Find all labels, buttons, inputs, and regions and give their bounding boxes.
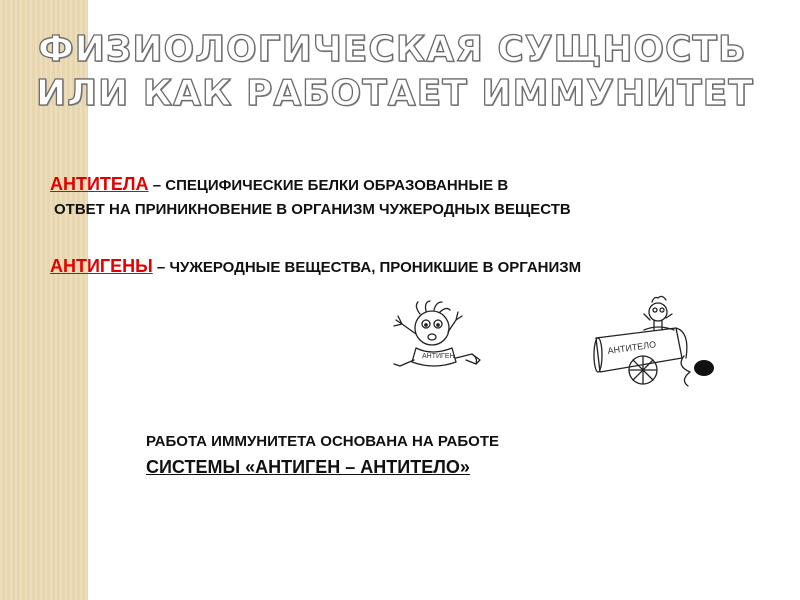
antibodies-text-line-2: ОТВЕТ НА ПРИНИКНОВЕНИЕ В ОРГАНИЗМ ЧУЖЕРОДНЫХ ВЕЩЕСТВ	[54, 201, 571, 218]
antibody-cannon-illustration	[588, 290, 718, 400]
antigens-definition	[50, 254, 581, 280]
antigen-cartoon-label: АНТИГЕН	[422, 353, 455, 360]
antibodies-term: АНТИТЕЛА	[50, 174, 149, 194]
antigens-text: – ЧУЖЕРОДНЫЕ ВЕЩЕСТВА, ПРОНИКШИЕ В ОРГАНИЗМ	[152, 259, 582, 276]
slide-title	[0, 28, 800, 116]
summary-line-2: СИСТЕМЫ «АНТИГЕН – АНТИТЕЛО»	[146, 457, 470, 477]
antibody-cannon-label: АНТИТЕЛО	[606, 339, 657, 356]
antigens-term: АНТИГЕНЫ	[50, 256, 153, 276]
title-line-1: ФИЗИОЛОГИЧЕСКАЯ СУЩНОСТЬ	[38, 29, 747, 70]
summary-block	[146, 430, 499, 480]
summary-line-1: РАБОТА ИММУНИТЕТА ОСНОВАНА НА РАБОТЕ	[146, 433, 500, 450]
antibodies-text-line-1: – СПЕЦИФИЧЕСКИЕ БЕЛКИ ОБРАЗОВАННЫЕ В	[148, 177, 509, 194]
antibodies-definition	[50, 172, 571, 222]
title-line-2: ИЛИ КАК РАБОТАЕТ ИММУНИТЕТ	[36, 73, 754, 114]
antigen-cartoon-illustration	[380, 300, 490, 380]
